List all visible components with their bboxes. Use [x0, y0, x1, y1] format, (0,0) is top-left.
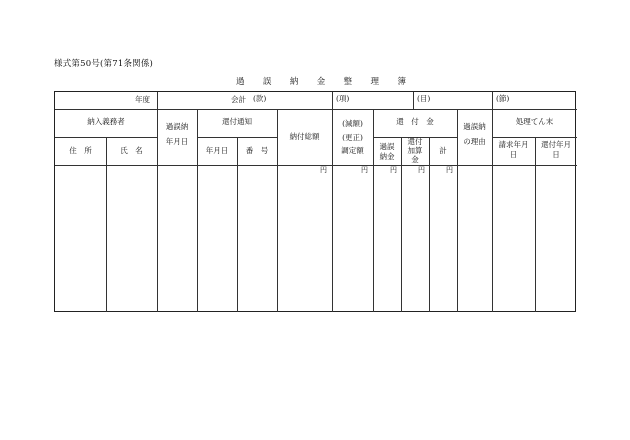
adjust-header: 調定額: [341, 146, 364, 155]
refund-interest-header: 還付: [407, 137, 423, 146]
rule-v-col1: [106, 137, 107, 312]
rule-v-row1-b: [332, 92, 333, 109]
notice-number-header: 番 号: [245, 146, 269, 155]
title-char: 理: [370, 77, 380, 87]
refund-overpay-header: 納金: [379, 152, 395, 161]
rule-v-row1-a: [157, 92, 158, 109]
account-label: 会計: [231, 95, 246, 104]
adjust-header: (更正): [342, 133, 363, 142]
page-title: [236, 75, 406, 87]
reason-header: 過誤納: [463, 122, 486, 131]
title-char: 誤: [262, 77, 272, 87]
address-header: 住 所: [69, 146, 92, 155]
yen-unit: 円: [446, 166, 453, 174]
yen-unit: 円: [361, 166, 368, 174]
processing-header: 処理てん末: [515, 117, 554, 126]
kou-label: (項): [336, 94, 350, 103]
form-number: 様式第50号(第71条関係): [54, 59, 154, 69]
setsu-label: (節): [496, 94, 510, 103]
ledger-table: [54, 91, 576, 312]
rule-v-row1-d: [492, 92, 493, 109]
title-char: 金: [316, 77, 326, 87]
rule-v-col9: [429, 137, 430, 312]
moku-label: (目): [417, 94, 431, 103]
name-header: 氏 名: [120, 146, 143, 155]
rule-header-bottom: [55, 165, 577, 166]
kan-label: (款): [253, 94, 267, 103]
total-paid-header: 納付総額: [289, 132, 320, 141]
reason-header: の理由: [463, 137, 486, 146]
request-date-header: 請求年月: [498, 140, 529, 149]
yen-unit: 円: [390, 166, 397, 174]
refund-overpay-header: 過誤: [379, 142, 395, 151]
refund-date-header: 還付年月: [541, 140, 571, 149]
refund-interest-header: 加算: [407, 146, 423, 155]
title-char: 納: [289, 77, 299, 87]
refund-interest-header: 金: [411, 155, 419, 164]
notice-date-header: 年月日: [205, 146, 229, 155]
overpay-date-header: 年月日: [165, 137, 189, 146]
year-label: 年度: [135, 95, 150, 104]
rule-row1: [55, 109, 577, 110]
yen-unit: 円: [320, 166, 327, 174]
title-char: 過: [236, 77, 245, 87]
rule-v-col3: [197, 109, 198, 312]
rule-v-col12: [535, 137, 536, 312]
rule-v-row1-c: [413, 92, 414, 109]
title-char: 簿: [397, 77, 406, 87]
title-char: 整: [343, 77, 353, 87]
rule-v-col4: [237, 137, 238, 312]
refund-date-header: 日: [552, 150, 560, 159]
refund-total-header: 計: [439, 146, 447, 155]
overpay-date-header: 過誤納: [165, 122, 189, 131]
yen-unit: 円: [418, 166, 425, 174]
refund-notice-header: 還付通知: [222, 117, 252, 126]
adjust-header: (減額): [342, 119, 363, 128]
rule-v-col7: [373, 109, 374, 312]
request-date-header: 日: [509, 150, 518, 159]
refund-header: 還 付 金: [396, 117, 434, 126]
payer-header: 納入義務者: [87, 117, 125, 126]
